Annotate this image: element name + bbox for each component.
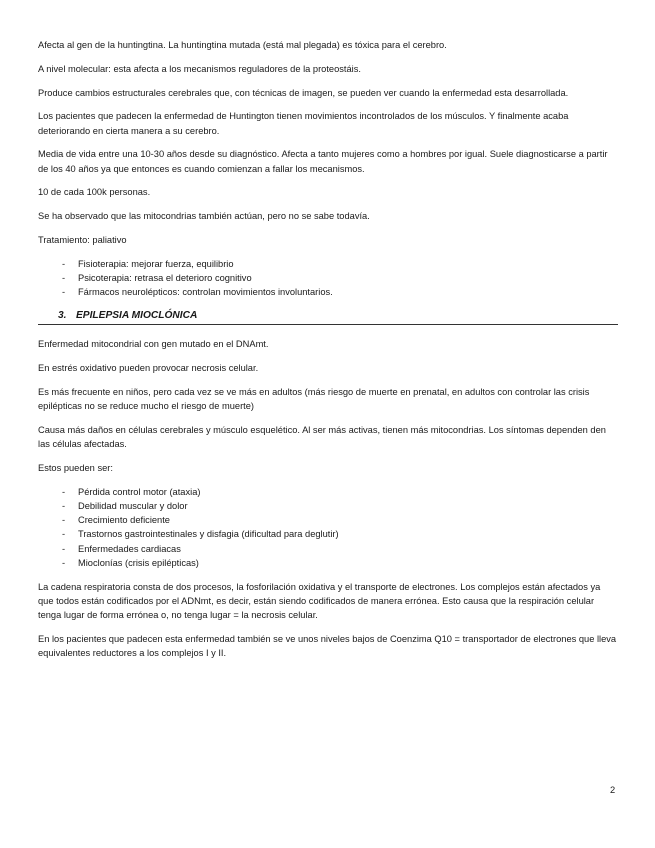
list-dash: - <box>62 272 66 283</box>
paragraph: Los pacientes que padecen la enfermedad de Huntington tienen movimientos incontrolados de los músculos. Y finalmente acaba deteriorando en cierta manera a su cerebro. <box>38 111 569 136</box>
list-dash: - <box>62 486 66 497</box>
list-dash: - <box>62 287 66 298</box>
paragraph: Afecta al gen de la huntingtina. La huntingtina mutada (está mal plegada) es tóxica para el cerebro. <box>38 40 447 50</box>
symptoms-list <box>38 485 618 570</box>
paragraph: Es más frecuente en niños, pero cada vez se ve más en adultos (más riesgo de muerte en prenatal, en adultos con controlar las crisis epilépticas no se reduce mucho el riesgo de muerte) <box>38 386 590 412</box>
list-dash: - <box>62 529 66 540</box>
list-item: - Debilidad muscular y dolor <box>62 499 618 513</box>
list-dash: - <box>62 557 66 568</box>
list-item: - Pérdida control motor (ataxia) <box>62 485 618 499</box>
epilepsy-paragraphs <box>38 337 618 475</box>
paragraph: En los pacientes que padecen esta enfermedad también se ve unos niveles bajos de Coenzima Q10 = transportador de electrones que lleva equivalentes reductores a los complejos I y II. <box>38 634 617 659</box>
list-item: - Psicoterapia: retrasa el deterioro cognitivo <box>62 271 618 285</box>
paragraph: Causa más daños en células cerebrales y músculo esquelético. Al ser más activas, tienen más mitocondrias. Los síntomas dependen den las células afectadas. <box>38 424 606 450</box>
respiratory-chain-paragraphs <box>38 580 618 661</box>
huntington-paragraphs <box>38 38 618 247</box>
paragraph: Enfermedad mitocondrial con gen mutado en el DNAmt. <box>38 339 269 350</box>
paragraph: Tratamiento: paliativo <box>38 234 127 245</box>
list-dash: - <box>62 500 66 511</box>
paragraph: Produce cambios estructurales cerebrales que, con técnicas de imagen, se pueden ver cuando la enfermedad esta desarrollada. <box>38 87 569 98</box>
list-dash: - <box>62 515 66 526</box>
section-heading <box>38 309 618 325</box>
list-item: - Mioclonías (crisis epilépticas) <box>62 556 618 570</box>
list-dash: - <box>62 258 66 269</box>
treatment-list <box>38 257 618 300</box>
paragraph: Se ha observado que las mitocondrias también actúan, pero no se sabe todavía. <box>38 211 370 222</box>
list-item: - Trastornos gastrointestinales y disfagia (dificultad para deglutir) <box>62 527 618 541</box>
list-item: - Fisioterapia: mejorar fuerza, equilibrio <box>62 257 618 271</box>
list-item: - Crecimiento deficiente <box>62 513 618 527</box>
list-item: - Enfermedades cardiacas <box>62 542 618 556</box>
list-item: - Fármacos neurolépticos: controlan movimientos involuntarios. <box>62 285 618 299</box>
section-number: 3. <box>58 310 67 322</box>
paragraph: La cadena respiratoria consta de dos procesos, la fosforilación oxidativa y el transporte de electrones. Los complejos están afectados ya que todos están codificados por el ADNmt, es decir, están siendo codificados de manera errónea. Esto causa que la respiración celular tenga lugar de forma errónea o, no tenga lugar = la necrosis celular. <box>38 582 601 621</box>
paragraph: En estrés oxidativo pueden provocar necrosis celular. <box>38 363 259 374</box>
paragraph: Media de vida entre una 10-30 años desde su diagnóstico. Afecta a tanto mujeres como a hombres por igual. Suele diagnosticarse a partir de los 40 años ya que entonces es cuando comienzan a fallar los mecanismos. <box>38 149 608 174</box>
paragraph: Estos pueden ser: <box>38 462 113 473</box>
list-dash: - <box>62 543 66 554</box>
paragraph: 10 de cada 100k personas. <box>38 187 151 198</box>
section-title: EPILEPSIA MIOCLÓNICA <box>76 310 198 322</box>
page-number: 2 <box>610 785 616 795</box>
document-page <box>38 38 618 670</box>
paragraph: A nivel molecular: esta afecta a los mecanismos reguladores de la proteostáis. <box>38 63 361 74</box>
